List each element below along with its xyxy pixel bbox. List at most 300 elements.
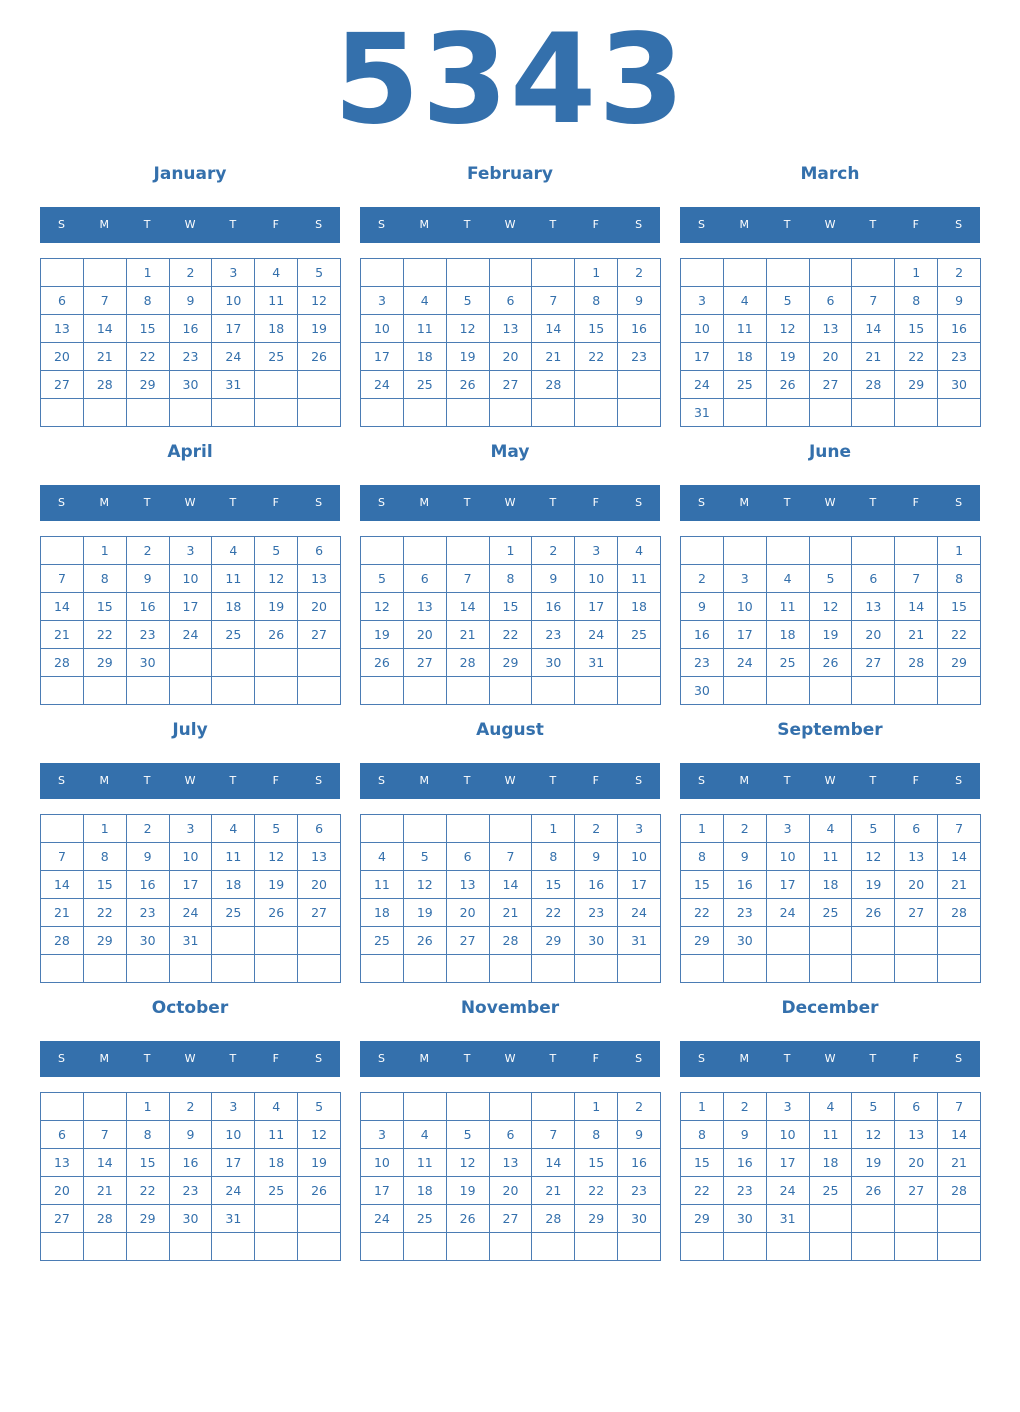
empty-cell [41,955,84,983]
day-cell: 4 [767,565,810,593]
empty-cell [127,1233,170,1261]
day-cell: 1 [532,815,575,843]
empty-cell [724,677,767,705]
weekday-label: W [824,1052,836,1065]
weekday-label: S [955,1052,963,1065]
day-cell: 4 [212,815,255,843]
day-cell: 31 [575,649,618,677]
day-cell: 22 [575,343,618,371]
empty-cell [404,537,447,565]
day-cell: 26 [404,927,447,955]
weekday-header [680,207,980,243]
empty-cell [490,677,533,705]
empty-cell [361,1093,404,1121]
day-cell: 3 [767,1093,810,1121]
day-cell: 3 [724,565,767,593]
day-cell: 19 [767,343,810,371]
day-cell: 8 [575,1121,618,1149]
month-title: May [490,442,530,462]
empty-cell [170,649,213,677]
day-cell: 20 [404,621,447,649]
weekday-label: F [592,218,599,231]
day-cell: 8 [84,843,127,871]
day-cell: 15 [681,1149,724,1177]
day-cell: 24 [618,899,661,927]
day-cell: 7 [490,843,533,871]
day-cell: 11 [255,1121,298,1149]
day-cell: 9 [575,843,618,871]
day-cell: 12 [361,593,404,621]
day-cell: 25 [212,899,255,927]
weekday-label: S [635,1052,643,1065]
weekday-label: M [99,774,110,787]
day-cell: 22 [84,899,127,927]
empty-cell [724,537,767,565]
empty-cell [938,955,981,983]
day-cell: 18 [724,343,767,371]
day-cell: 23 [681,649,724,677]
empty-cell [681,955,724,983]
day-cell: 18 [810,1149,853,1177]
day-cell: 1 [84,537,127,565]
day-cell: 2 [127,537,170,565]
day-cell: 1 [127,1093,170,1121]
empty-cell [938,927,981,955]
day-cell: 11 [212,843,255,871]
weekday-label: S [315,774,323,787]
day-cell: 21 [532,1177,575,1205]
empty-cell [532,677,575,705]
day-grid [40,258,341,427]
day-cell: 31 [681,399,724,427]
day-grid [360,536,661,705]
empty-cell [212,955,255,983]
day-cell: 12 [810,593,853,621]
day-cell: 28 [938,1177,981,1205]
day-cell: 4 [255,259,298,287]
day-cell: 27 [490,1205,533,1233]
weekday-label: S [377,1052,385,1065]
day-cell: 15 [84,871,127,899]
day-cell: 17 [170,593,213,621]
day-cell: 20 [41,343,84,371]
day-cell: 23 [724,899,767,927]
day-cell: 25 [361,927,404,955]
empty-cell [724,1233,767,1261]
day-cell: 4 [255,1093,298,1121]
empty-cell [41,537,84,565]
empty-cell [255,371,298,399]
day-cell: 11 [724,315,767,343]
weekday-label: T [869,1052,877,1065]
empty-cell [532,955,575,983]
weekday-label: S [697,218,705,231]
day-cell: 1 [127,259,170,287]
empty-cell [724,259,767,287]
day-cell: 30 [127,927,170,955]
weekday-label: F [912,774,919,787]
day-cell: 24 [361,1205,404,1233]
day-cell: 10 [767,843,810,871]
day-cell: 3 [212,259,255,287]
empty-cell [895,955,938,983]
day-cell: 25 [724,371,767,399]
day-cell: 25 [255,1177,298,1205]
day-cell: 23 [127,899,170,927]
day-cell: 10 [212,287,255,315]
day-cell: 19 [298,1149,341,1177]
day-cell: 11 [810,843,853,871]
day-cell: 23 [127,621,170,649]
day-cell: 31 [767,1205,810,1233]
day-cell: 28 [938,899,981,927]
day-cell: 8 [127,287,170,315]
empty-cell [41,259,84,287]
empty-cell [361,1233,404,1261]
day-cell: 24 [212,1177,255,1205]
month-title: February [466,164,554,184]
empty-cell [852,537,895,565]
day-cell: 22 [895,343,938,371]
day-cell: 16 [618,315,661,343]
weekday-label: T [549,496,557,509]
day-cell: 8 [938,565,981,593]
weekday-label: W [504,218,516,231]
empty-cell [404,399,447,427]
empty-cell [255,649,298,677]
empty-cell [255,399,298,427]
day-cell: 21 [852,343,895,371]
day-cell: 9 [938,287,981,315]
day-cell: 14 [84,315,127,343]
empty-cell [810,259,853,287]
day-cell: 30 [681,677,724,705]
day-cell: 22 [127,343,170,371]
month-title: July [172,720,208,740]
day-cell: 28 [490,927,533,955]
day-cell: 8 [127,1121,170,1149]
day-cell: 15 [575,315,618,343]
empty-cell [447,1093,490,1121]
day-cell: 27 [41,371,84,399]
day-cell: 13 [895,1121,938,1149]
weekday-label: S [57,218,65,231]
day-cell: 20 [810,343,853,371]
day-cell: 17 [724,621,767,649]
day-cell: 2 [724,1093,767,1121]
weekday-label: W [824,218,836,231]
empty-cell [298,399,341,427]
empty-cell [255,1205,298,1233]
day-cell: 15 [490,593,533,621]
empty-cell [212,677,255,705]
day-cell: 1 [490,537,533,565]
empty-cell [895,537,938,565]
day-cell: 23 [618,343,661,371]
day-cell: 27 [810,371,853,399]
empty-cell [724,399,767,427]
day-cell: 19 [404,899,447,927]
day-cell: 7 [938,1093,981,1121]
empty-cell [212,927,255,955]
day-cell: 27 [41,1205,84,1233]
weekday-label: M [419,496,430,509]
day-cell: 10 [170,565,213,593]
day-cell: 13 [41,1149,84,1177]
day-cell: 18 [255,1149,298,1177]
day-cell: 13 [298,565,341,593]
empty-cell [170,677,213,705]
day-cell: 17 [170,871,213,899]
weekday-header [360,1041,660,1077]
day-cell: 24 [575,621,618,649]
day-cell: 2 [618,259,661,287]
day-cell: 27 [404,649,447,677]
day-cell: 30 [532,649,575,677]
weekday-label: S [315,1052,323,1065]
day-cell: 28 [41,649,84,677]
day-cell: 31 [170,927,213,955]
day-cell: 11 [361,871,404,899]
day-cell: 6 [895,1093,938,1121]
day-cell: 26 [255,621,298,649]
day-cell: 2 [575,815,618,843]
day-cell: 31 [212,371,255,399]
day-cell: 25 [404,1205,447,1233]
day-cell: 6 [447,843,490,871]
day-cell: 7 [447,565,490,593]
empty-cell [767,259,810,287]
day-cell: 24 [361,371,404,399]
day-cell: 18 [212,871,255,899]
weekday-label: F [912,1052,919,1065]
day-cell: 2 [127,815,170,843]
day-cell: 23 [170,343,213,371]
empty-cell [447,815,490,843]
weekday-label: T [783,218,791,231]
day-cell: 10 [212,1121,255,1149]
day-cell: 18 [212,593,255,621]
day-cell: 9 [724,1121,767,1149]
day-cell: 20 [895,1149,938,1177]
empty-cell [298,677,341,705]
weekday-label: W [184,774,196,787]
empty-cell [575,677,618,705]
weekday-label: S [635,496,643,509]
month-title: October [151,998,229,1018]
day-cell: 5 [447,287,490,315]
day-cell: 18 [404,1177,447,1205]
weekday-label: S [955,496,963,509]
day-cell: 25 [404,371,447,399]
day-grid [680,536,981,705]
day-cell: 13 [810,315,853,343]
empty-cell [618,399,661,427]
day-cell: 6 [404,565,447,593]
empty-cell [41,399,84,427]
weekday-label: M [99,1052,110,1065]
day-cell: 28 [41,927,84,955]
day-cell: 29 [681,927,724,955]
day-cell: 9 [618,287,661,315]
empty-cell [212,649,255,677]
day-cell: 3 [618,815,661,843]
year-title: 5343 [333,8,687,152]
weekday-label: F [912,218,919,231]
day-cell: 13 [447,871,490,899]
day-cell: 26 [767,371,810,399]
month-title: September [777,720,883,740]
empty-cell [212,1233,255,1261]
day-cell: 29 [938,649,981,677]
day-grid [680,1092,981,1261]
weekday-label: T [869,774,877,787]
day-cell: 10 [724,593,767,621]
day-grid [360,258,661,427]
weekday-label: S [315,496,323,509]
day-cell: 30 [575,927,618,955]
weekday-header [40,763,340,799]
day-grid [360,814,661,983]
day-grid [40,536,341,705]
day-cell: 8 [681,843,724,871]
day-cell: 29 [490,649,533,677]
empty-cell [767,955,810,983]
day-cell: 28 [84,1205,127,1233]
empty-cell [575,1233,618,1261]
day-cell: 25 [255,343,298,371]
day-cell: 25 [212,621,255,649]
day-cell: 19 [810,621,853,649]
day-cell: 18 [767,621,810,649]
day-cell: 22 [532,899,575,927]
weekday-label: W [504,774,516,787]
empty-cell [127,677,170,705]
day-cell: 6 [895,815,938,843]
day-cell: 3 [212,1093,255,1121]
day-cell: 5 [404,843,447,871]
day-cell: 6 [298,537,341,565]
day-cell: 30 [724,1205,767,1233]
empty-cell [298,1205,341,1233]
empty-cell [618,1233,661,1261]
day-cell: 13 [41,315,84,343]
empty-cell [810,1233,853,1261]
weekday-label: S [315,218,323,231]
empty-cell [724,955,767,983]
day-cell: 25 [810,1177,853,1205]
empty-cell [852,677,895,705]
day-grid [680,258,981,427]
empty-cell [938,399,981,427]
weekday-label: F [592,774,599,787]
empty-cell [298,927,341,955]
empty-cell [170,1233,213,1261]
weekday-label: M [739,496,750,509]
day-cell: 6 [490,287,533,315]
weekday-label: T [783,774,791,787]
weekday-label: M [739,1052,750,1065]
day-cell: 27 [298,621,341,649]
empty-cell [447,259,490,287]
day-cell: 7 [852,287,895,315]
day-cell: 20 [298,593,341,621]
day-grid [360,1092,661,1261]
day-cell: 26 [298,343,341,371]
empty-cell [447,1233,490,1261]
day-cell: 12 [404,871,447,899]
day-cell: 24 [170,899,213,927]
empty-cell [361,259,404,287]
empty-cell [490,1233,533,1261]
weekday-label: M [99,218,110,231]
weekday-label: F [912,496,919,509]
day-cell: 12 [298,1121,341,1149]
empty-cell [361,815,404,843]
day-cell: 14 [938,843,981,871]
empty-cell [490,1093,533,1121]
empty-cell [895,1205,938,1233]
empty-cell [681,537,724,565]
day-cell: 22 [127,1177,170,1205]
day-cell: 5 [767,287,810,315]
weekday-header [680,1041,980,1077]
weekday-label: F [272,496,279,509]
weekday-label: M [739,218,750,231]
day-cell: 24 [212,343,255,371]
empty-cell [852,1233,895,1261]
day-cell: 26 [852,1177,895,1205]
day-cell: 20 [895,871,938,899]
day-cell: 27 [447,927,490,955]
day-cell: 16 [618,1149,661,1177]
empty-cell [767,927,810,955]
weekday-label: T [143,496,151,509]
empty-cell [810,537,853,565]
day-cell: 11 [255,287,298,315]
weekday-label: W [504,496,516,509]
day-cell: 15 [938,593,981,621]
day-cell: 16 [681,621,724,649]
day-cell: 10 [618,843,661,871]
day-cell: 6 [298,815,341,843]
empty-cell [41,677,84,705]
day-cell: 21 [41,621,84,649]
day-cell: 3 [681,287,724,315]
day-cell: 30 [170,1205,213,1233]
day-cell: 29 [532,927,575,955]
day-cell: 7 [532,287,575,315]
weekday-label: T [143,774,151,787]
weekday-label: T [463,1052,471,1065]
day-cell: 5 [255,815,298,843]
day-cell: 19 [361,621,404,649]
day-cell: 27 [298,899,341,927]
day-cell: 25 [618,621,661,649]
day-cell: 14 [41,871,84,899]
weekday-label: T [549,1052,557,1065]
weekday-label: T [463,218,471,231]
day-cell: 25 [767,649,810,677]
day-cell: 31 [212,1205,255,1233]
day-cell: 2 [170,1093,213,1121]
day-cell: 28 [852,371,895,399]
day-cell: 15 [895,315,938,343]
empty-cell [938,677,981,705]
weekday-label: F [592,496,599,509]
day-cell: 11 [212,565,255,593]
day-cell: 4 [212,537,255,565]
